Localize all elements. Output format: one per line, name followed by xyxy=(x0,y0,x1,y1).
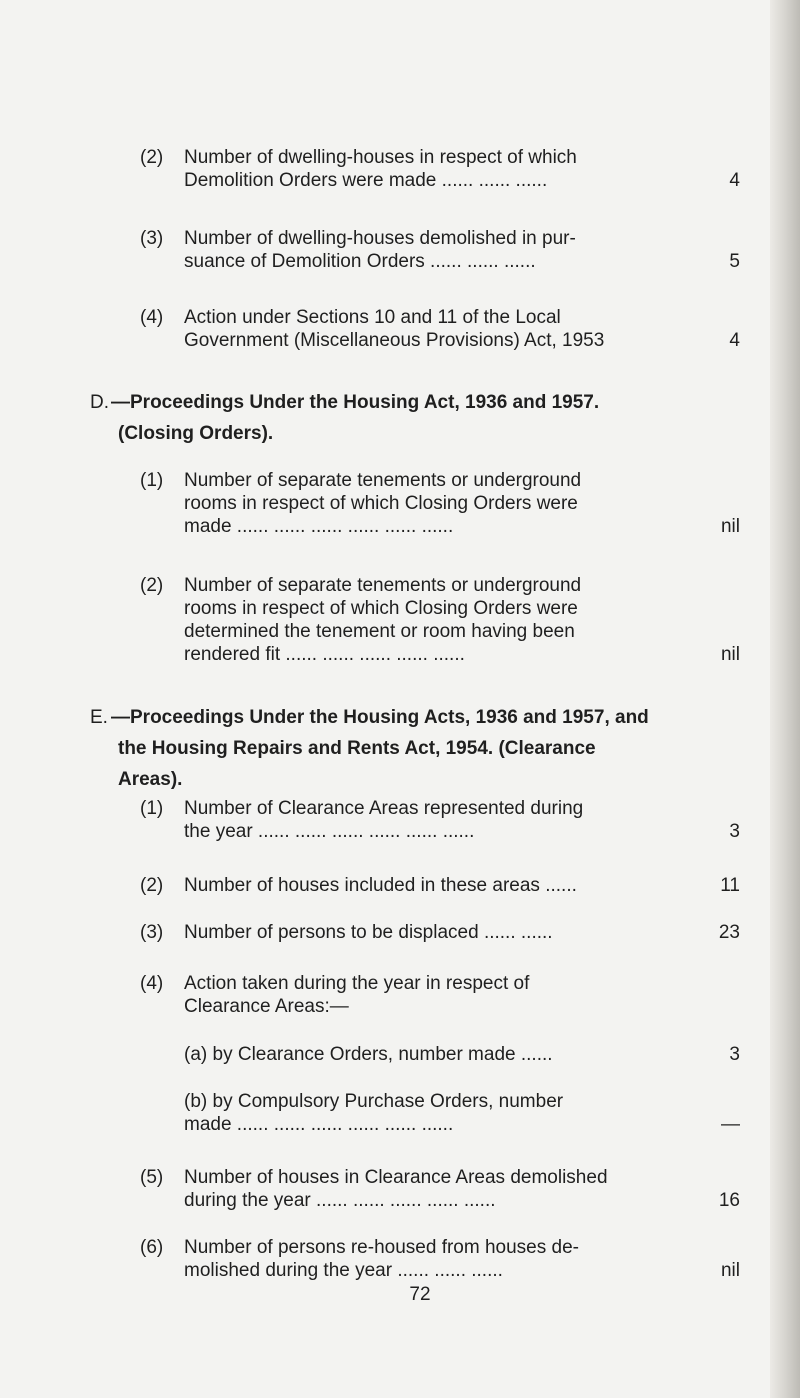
item-value: 23 xyxy=(718,922,740,943)
list-item-d2 xyxy=(140,574,740,666)
item-text-line: rendered fit ...... ...... ...... ...... ...... xyxy=(184,644,465,665)
item-text-line: Number of persons to be displaced ...... ...... xyxy=(184,922,553,943)
item-text-line: Government (Miscellaneous Provisions) Act, 1953 xyxy=(184,330,605,351)
list-item-d1 xyxy=(140,469,740,538)
item-value: — xyxy=(721,1114,740,1135)
item-text-line: rooms in respect of which Closing Orders were xyxy=(184,493,578,514)
item-number: (3) xyxy=(140,922,164,943)
item-value: 16 xyxy=(718,1190,740,1211)
item-text-line: the year ...... ...... ...... ...... ...... ...... xyxy=(184,821,475,842)
item-number: (1) xyxy=(140,798,164,819)
item-value: 3 xyxy=(729,1044,740,1065)
heading-line: —Proceedings Under the Housing Acts, 1936 and 1957, and xyxy=(111,707,649,728)
heading-line: (Closing Orders). xyxy=(118,423,274,444)
item-value: 5 xyxy=(729,251,740,272)
item-number: (2) xyxy=(140,575,164,596)
heading-line: the Housing Repairs and Rents Act, 1954. (Clearance xyxy=(118,738,596,759)
item-value: 11 xyxy=(720,875,740,896)
item-number: (4) xyxy=(140,973,164,994)
section-d-mark: D. xyxy=(90,392,109,413)
item-value: nil xyxy=(720,1260,740,1281)
item-text-line: Number of Clearance Areas represented during xyxy=(184,798,584,819)
item-number: (2) xyxy=(140,875,164,896)
item-text-line: determined the tenement or room having been xyxy=(184,621,575,642)
item-text-line: Action taken during the year in respect of xyxy=(184,973,530,994)
list-item-c3 xyxy=(140,227,740,273)
item-text-line: (a) by Clearance Orders, number made ...... xyxy=(184,1044,553,1065)
item-text-line: Clearance Areas:— xyxy=(184,996,349,1017)
list-item-c4 xyxy=(140,306,740,352)
list-item-e4a xyxy=(140,1043,740,1066)
item-text-line: during the year ...... ...... ...... ...... ...... xyxy=(184,1190,496,1211)
list-item-e1 xyxy=(140,797,740,843)
item-value: 4 xyxy=(729,170,740,191)
item-value: 4 xyxy=(729,330,740,351)
item-number: (4) xyxy=(140,307,164,328)
page-number: 72 xyxy=(409,1284,431,1305)
item-text-line: Number of houses in Clearance Areas demolished xyxy=(184,1167,608,1188)
item-number: (6) xyxy=(140,1237,164,1258)
page-edge-shadow xyxy=(770,0,800,1398)
item-text-line: made ...... ...... ...... ...... ...... ...... xyxy=(184,1114,454,1135)
item-number: (3) xyxy=(140,228,164,249)
list-item-e2 xyxy=(140,874,740,897)
list-item-e4 xyxy=(140,972,740,1018)
list-item-c2 xyxy=(140,146,740,192)
item-text-line: Number of dwelling-houses demolished in pur- xyxy=(184,228,576,249)
list-item-e4b xyxy=(140,1090,740,1136)
item-text-line: suance of Demolition Orders ...... ...... ...... xyxy=(184,251,536,272)
item-number: (1) xyxy=(140,470,164,491)
item-text-line: (b) by Compulsory Purchase Orders, number xyxy=(184,1091,564,1112)
list-item-e3 xyxy=(140,921,740,944)
item-value: nil xyxy=(720,644,740,665)
list-item-e5 xyxy=(140,1166,740,1212)
item-text-line: Demolition Orders were made ...... ...... ...... xyxy=(184,170,548,191)
item-text-line: Action under Sections 10 and 11 of the Local xyxy=(184,307,561,328)
item-value: nil xyxy=(720,516,740,537)
list-item-e6 xyxy=(140,1236,740,1282)
item-text-line: made ...... ...... ...... ...... ...... ...... xyxy=(184,516,454,537)
heading-line: —Proceedings Under the Housing Act, 1936 and 1957. xyxy=(111,392,600,413)
item-text-line: Number of houses included in these areas ...... xyxy=(184,875,577,896)
item-text-line: rooms in respect of which Closing Orders were xyxy=(184,598,578,619)
item-value: 3 xyxy=(729,821,740,842)
item-text-line: Number of dwelling-houses in respect of which xyxy=(184,147,577,168)
item-text-line: Number of separate tenements or underground xyxy=(184,575,582,596)
item-number: (2) xyxy=(140,147,164,168)
heading-line: Areas). xyxy=(118,769,183,790)
item-number: (5) xyxy=(140,1167,164,1188)
item-text-line: molished during the year ...... ...... ...... xyxy=(184,1260,503,1281)
section-e-mark: E. xyxy=(90,707,108,728)
item-text-line: Number of separate tenements or underground xyxy=(184,470,582,491)
item-text-line: Number of persons re-housed from houses de- xyxy=(184,1237,579,1258)
